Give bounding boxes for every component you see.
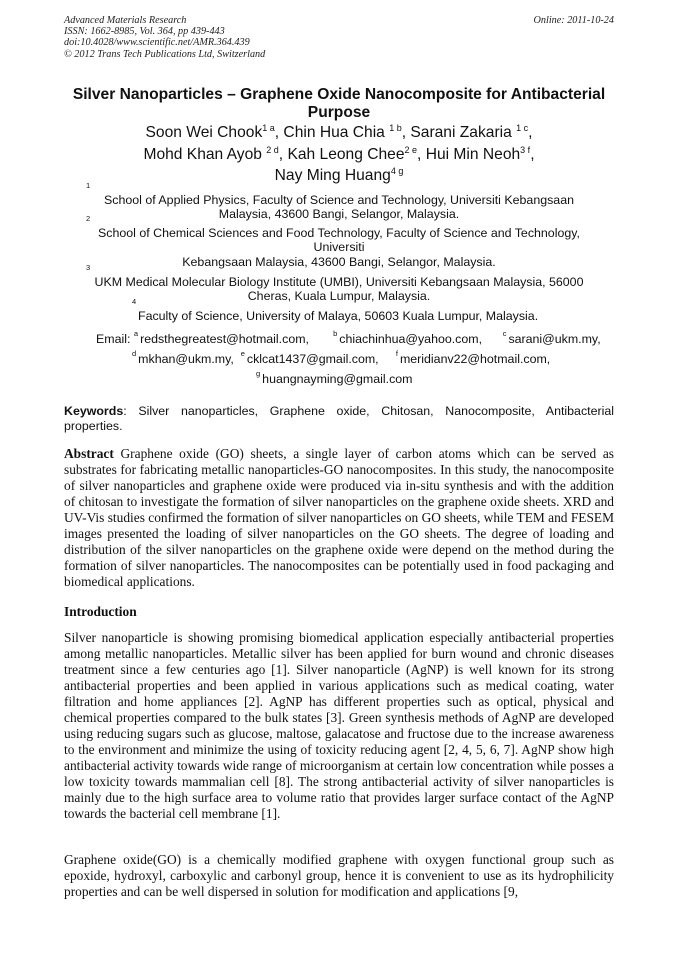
author-name: Mohd Khan Ayob bbox=[143, 145, 267, 163]
author-line-1 bbox=[60, 122, 618, 144]
author-mark: 3 f bbox=[520, 144, 531, 155]
email-line-2 bbox=[132, 349, 551, 366]
author-name: , Hui Min Neoh bbox=[417, 145, 521, 163]
intro-paragraph-2: Graphene oxide(GO) is a chemically modified graphene with oxygen functional group such as epoxide, hydroxyl, carboxylic and carbonyl group, hence it is convenient to use as its hydrophilicity properties and can be well dispersed in solution for modification and applications [9, bbox=[64, 852, 614, 899]
author-name: , Kah Leong Chee bbox=[278, 145, 405, 163]
author-mark: 1 b bbox=[389, 123, 402, 133]
author-name: , Chin Hua Chia bbox=[274, 124, 390, 141]
title-line-1: Silver Nanoparticles – Graphene Oxide Nanocomposite for Antibacterial bbox=[72, 86, 606, 103]
affiliation-line: Cheras, Kuala Lumpur, Malaysia. bbox=[247, 289, 431, 303]
abstract-text: Graphene oxide (GO) sheets, a single layer of carbon atoms which can be served as substrates for fabricating metallic nanoparticles-GO nanocomposites. In this study, the nanocomposite of silver nanoparticles and graphene oxide were produced via in-situ synthesis and with the addition of chitosan to investigate the formation of silver nanoparticles on the graphene oxide sheets. XRD and UV-Vis studies confirmed the formation of silver nanoparticles on GO sheets, while TEM and FESEM images presented the loading of silver nanoparticles on the GO sheets. The degree of loading and distribution of the silver nanoparticles on the graphene oxide were depend on the method during the formation of silver nanoparticles. The nanocomposites can be potentially used in food packaging and biomedical applications. bbox=[64, 446, 614, 589]
email-link[interactable]: sarani@ukm.my, bbox=[508, 332, 601, 346]
author-name: Nay Ming Huang bbox=[274, 167, 391, 184]
doi-line: doi:10.4028/www.scientific.net/AMR.364.439 bbox=[64, 37, 250, 49]
author-list bbox=[60, 122, 618, 187]
email-link[interactable]: chiachinhua@yahoo.com, bbox=[339, 332, 483, 346]
issn-line: ISSN: 1662-8985, Vol. 364, pp 439-443 bbox=[64, 26, 225, 38]
email-line-3 bbox=[256, 369, 413, 386]
affiliation-line: Malaysia, 43600 Bangi, Selangor, Malaysia. bbox=[218, 207, 460, 221]
journal-header bbox=[64, 15, 265, 60]
author-mark: 2 d bbox=[266, 144, 279, 155]
email-mark: e bbox=[240, 349, 245, 358]
email-mark: d bbox=[132, 349, 137, 358]
affiliation-number: 2 bbox=[86, 214, 91, 223]
paper-title bbox=[60, 86, 618, 122]
keywords bbox=[64, 404, 614, 433]
affiliation-line: School of Chemical Sciences and Food Technology, Faculty of Science and Technology, bbox=[98, 225, 580, 240]
affiliation-line: School of Applied Physics, Faculty of Science and Technology, Universiti Kebangsaan bbox=[104, 192, 574, 207]
email-link[interactable]: huangnayming@gmail.com bbox=[262, 372, 413, 386]
email-link[interactable]: cklcat1437@gmail.com, bbox=[246, 352, 379, 366]
affiliation-number: 1 bbox=[86, 181, 91, 190]
affiliation-1 bbox=[86, 181, 592, 222]
affiliation-line: Faculty of Science, University of Malaya, 50603 Kuala Lumpur, Malaysia. bbox=[138, 308, 539, 323]
affiliation-line: Kebangsaan Malaysia, 43600 Bangi, Selangor, Malaysia. bbox=[182, 254, 496, 269]
email-link[interactable]: redsthegreatest@hotmail.com, bbox=[140, 332, 309, 346]
keywords-text: : Silver nanoparticles, Graphene oxide, Chitosan, Nanocomposite, Antibacterial properties. bbox=[64, 404, 614, 433]
keywords-label: Keywords bbox=[64, 404, 124, 418]
affiliation-2 bbox=[86, 214, 592, 269]
email-mark: a bbox=[133, 329, 139, 338]
intro-paragraph-1: Silver nanoparticle is showing promising biomedical application especially antibacterial properties among metallic nanoparticles. Metallic silver has been applied for burn wound and chronic diseases treatment since a few centuries ago [1]. Silver nanoparticle (AgNP) is well known for its strong antibacterial properties and been applied in various applications such as medical coating, water filtration and home appliances [2]. AgNP has different properties such as optical, physical and chemical properties compared to the bulk states [3]. Green synthesis methods of AgNP are developed using reducing sugars such as glucose, maltose, galacatose and fructose due to the increase awareness to the environment and minimize the using of toxicity reducing agent [2, 4, 5, 6, 7]. AgNP show high antibacterial activity towards wide range of microorganism at certain low concentration while posses a low toxicity towards mammalian cell [8]. The strong antibacterial activity of silver nanoparticles is mainly due to the high surface area to volume ratio that provides larger surface contact of the AgNP towards the bacterial cell membrane [1]. bbox=[64, 630, 614, 821]
affiliation-number: 4 bbox=[132, 297, 137, 306]
author-separator: , bbox=[528, 124, 533, 141]
email-mark: b bbox=[333, 329, 338, 338]
journal-name: Advanced Materials Research bbox=[64, 15, 187, 26]
email-link[interactable]: mkhan@ukm.my, bbox=[138, 352, 234, 366]
copyright-line: © 2012 Trans Tech Publications Ltd, Switzerland bbox=[64, 48, 266, 60]
email-mark: g bbox=[256, 369, 261, 378]
affiliation-4 bbox=[132, 297, 552, 323]
author-name: Soon Wei Chook bbox=[145, 124, 263, 141]
author-mark: 2 e bbox=[404, 144, 418, 155]
email-label: Email: bbox=[96, 332, 131, 346]
email-link[interactable]: meridianv22@hotmail.com, bbox=[399, 352, 551, 366]
affiliation-line: UKM Medical Molecular Biology Institute (UMBI), Universiti Kebangsaan Malaysia, 56000 bbox=[94, 274, 584, 289]
affiliation-number: 3 bbox=[86, 263, 91, 272]
abstract bbox=[64, 446, 614, 590]
section-heading-introduction: Introduction bbox=[64, 604, 137, 619]
author-line-2 bbox=[60, 144, 618, 166]
author-mark: 1 c bbox=[516, 123, 529, 133]
author-separator: , bbox=[530, 145, 535, 163]
title-line-2: Purpose bbox=[307, 104, 371, 121]
email-line-1 bbox=[96, 329, 601, 346]
author-mark: 1 a bbox=[262, 123, 275, 133]
online-date: Online: 2011-10-24 bbox=[533, 15, 614, 26]
email-mark: f bbox=[395, 349, 398, 358]
abstract-label: Abstract bbox=[64, 446, 114, 461]
affiliation-line: Universiti bbox=[313, 240, 365, 254]
email-mark: c bbox=[502, 329, 507, 338]
author-mark: 4 g bbox=[390, 166, 404, 176]
affiliation-3 bbox=[86, 263, 592, 304]
author-name: , Sarani Zakaria bbox=[401, 124, 517, 141]
